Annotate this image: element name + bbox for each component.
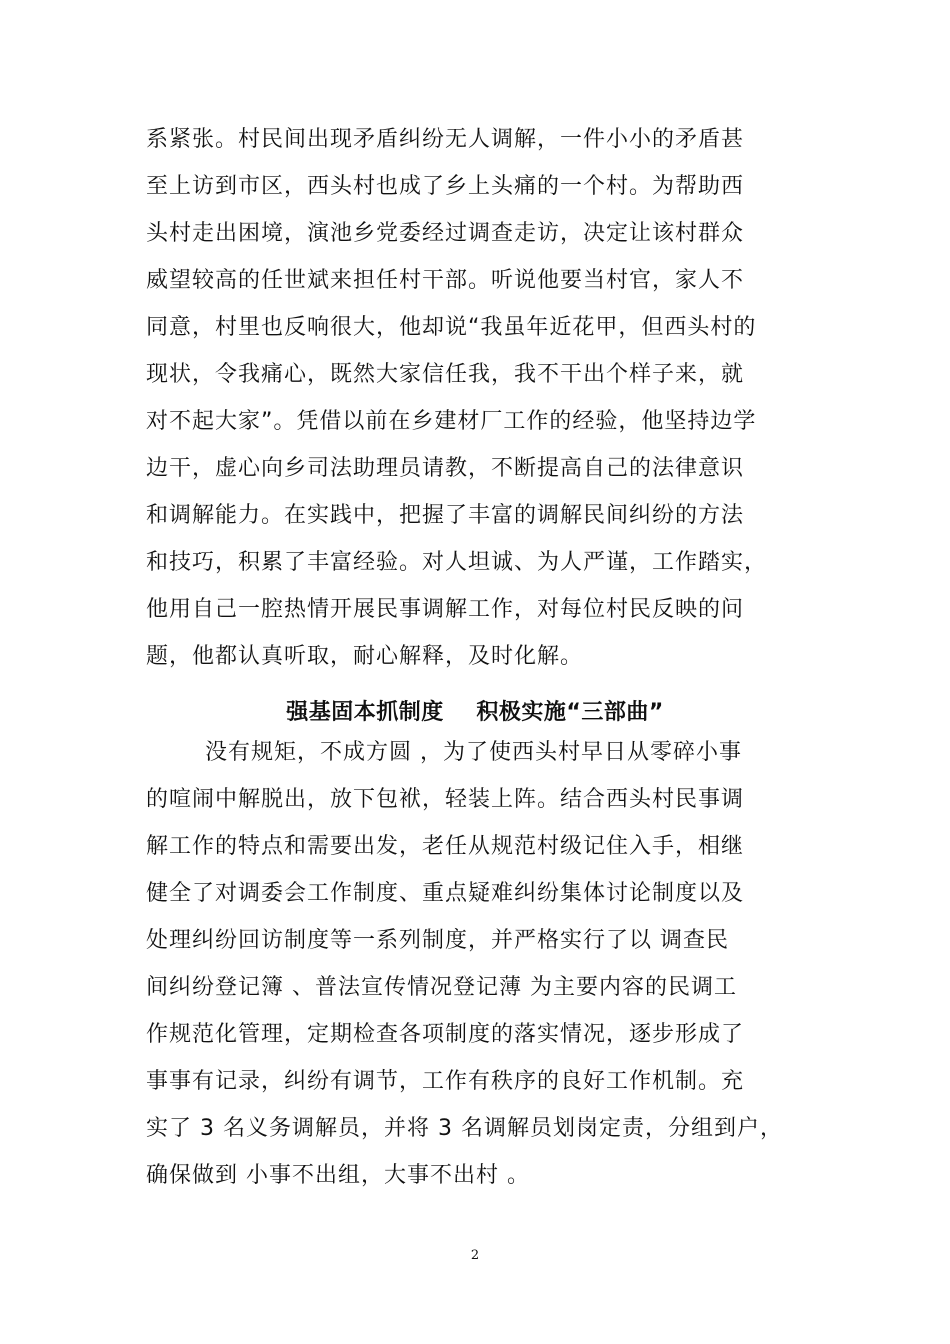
section-heading: 强基固本抓制度 积极实施“三部曲” xyxy=(286,700,664,725)
paragraph-line: 健全了对调委会工作制度、重点疑难纠纷集体讨论制度以及 xyxy=(146,881,745,906)
paragraph-line: 威望较高的任世斌来担任村干部。听说他要当村官，家人不 xyxy=(146,268,745,293)
paragraph-line: 没有规矩，不成方圆 ，为了使西头村早日从零碎小事 xyxy=(205,740,742,765)
paragraph-line: 确保做到 小事不出组，大事不出村 。 xyxy=(146,1163,530,1188)
paragraph-line: 的喧闹中解脱出，放下包袱，轻装上阵。结合西头村民事调 xyxy=(146,787,745,812)
paragraph-line: 实了 3 名义务调解员，并将 3 名调解员划岗定责，分组到户， xyxy=(146,1116,783,1141)
paragraph-line: 处理纠纷回访制度等一系列制度，并严格实行了以 调查民 xyxy=(146,928,729,953)
paragraph-line: 作规范化管理，定期检查各项制度的落实情况，逐步形成了 xyxy=(146,1022,745,1047)
paragraph-line: 间纠纷登记簿 、普法宣传情况登记薄 为主要内容的民调工 xyxy=(146,975,737,1000)
paragraph-line: 边干，虚心向乡司法助理员请教，不断提高自己的法律意识 xyxy=(146,456,745,481)
paragraph-line: 他用自己一腔热情开展民事调解工作，对每位村民反映的问 xyxy=(146,597,745,622)
paragraph-line: 现状，令我痛心，既然大家信任我，我不干出个样子来，就 xyxy=(146,362,745,387)
paragraph-line: 解工作的特点和需要出发，老任从规范村级记住入手，相继 xyxy=(146,834,745,859)
paragraph-line: 事事有记录，纠纷有调节，工作有秩序的良好工作机制。充 xyxy=(146,1069,745,1094)
page-number: 2 xyxy=(470,1248,480,1263)
paragraph-line: 题，他都认真听取，耐心解释，及时化解。 xyxy=(146,644,584,669)
paragraph-line: 同意，村里也反响很大，他却说“我虽年近花甲，但西头村的 xyxy=(146,315,757,340)
paragraph-line: 和技巧，积累了丰富经验。对人坦诚、为人严谨，工作踏实， xyxy=(146,550,768,575)
paragraph-line: 系紧张。村民间出现矛盾纠纷无人调解，一件小小的矛盾甚 xyxy=(146,127,745,152)
paragraph-line: 对不起大家”。凭借以前在乡建材厂工作的经验，他坚持边学 xyxy=(146,409,757,434)
paragraph-line: 和调解能力。在实践中，把握了丰富的调解民间纠纷的方法 xyxy=(146,503,745,528)
paragraph-line: 至上访到市区，西头村也成了乡上头痛的一个村。为帮助西 xyxy=(146,174,745,199)
paragraph-line: 头村走出困境，演池乡党委经过调查走访，决定让该村群众 xyxy=(146,221,745,246)
